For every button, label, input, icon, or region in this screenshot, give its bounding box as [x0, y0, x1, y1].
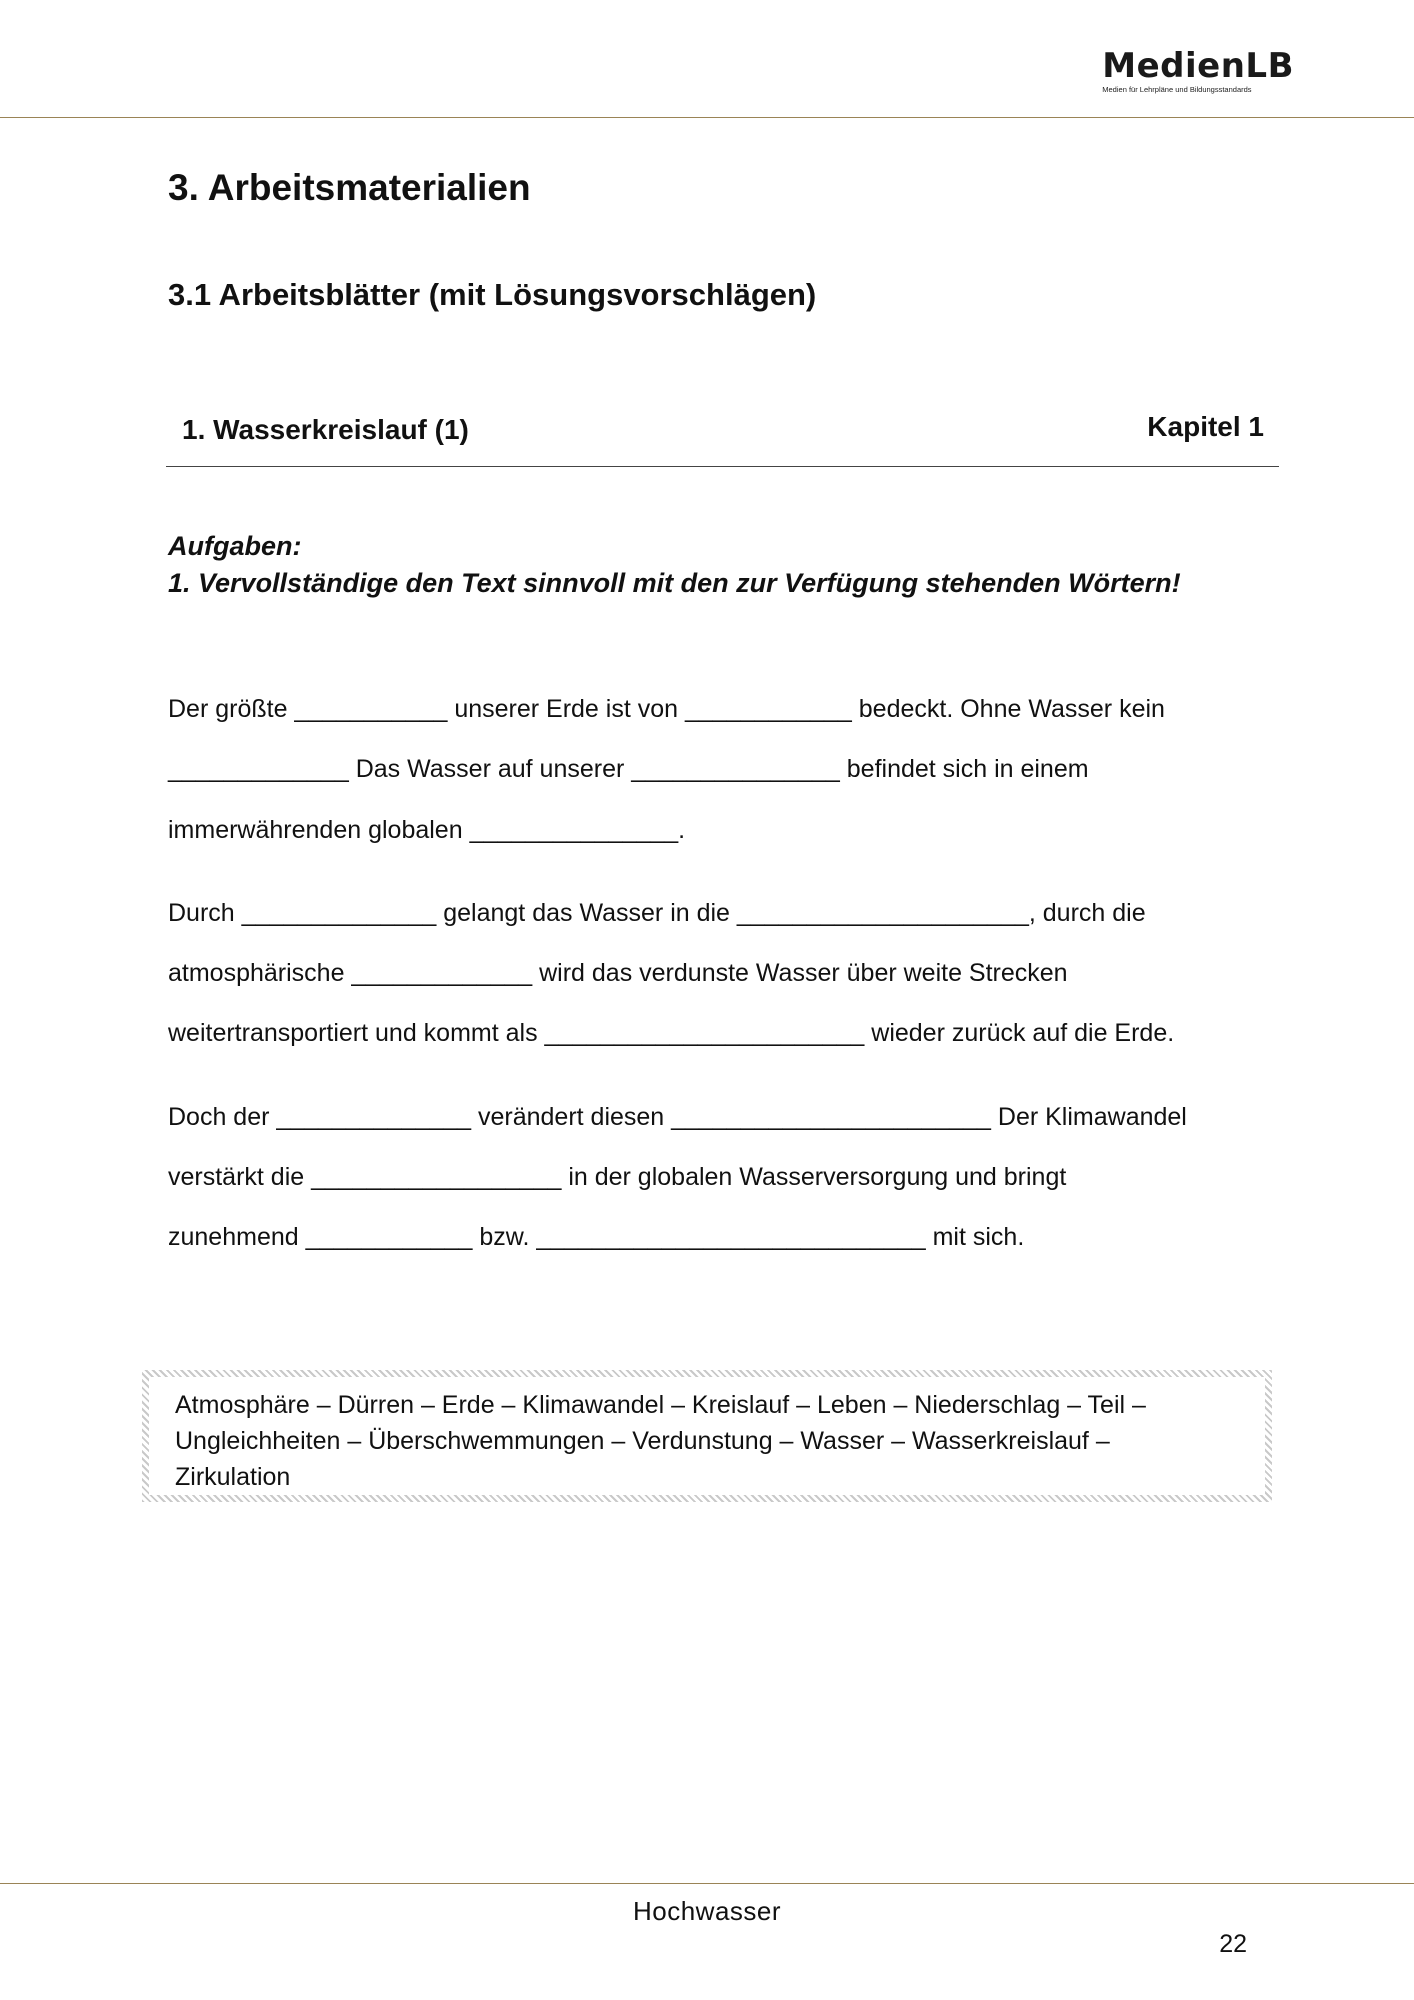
logo: [1102, 48, 1294, 94]
task-label: Aufgaben:: [168, 531, 302, 561]
cloze-line: Der größte ___________ unserer Erde ist von ____________ bedeckt. Ohne Wasser kein: [168, 695, 1165, 723]
chapter-label: Kapitel 1: [1147, 411, 1264, 442]
section-divider: [166, 466, 1279, 467]
word-bank-line: Zirkulation: [175, 1463, 291, 1491]
logo-subtitle: Medien für Lehrpläne und Bildungsstandards: [1102, 85, 1252, 94]
footer-title: Hochwasser: [632, 1896, 782, 1926]
cloze-line: _____________ Das Wasser auf unserer _______________ befindet sich in einem: [168, 755, 1089, 783]
cloze-line: atmosphärische _____________ wird das verdunste Wasser über weite Strecken: [168, 959, 1068, 987]
word-bank: [142, 1370, 1272, 1502]
header-divider: [0, 117, 1414, 118]
cloze-line: immerwährenden globalen _______________.: [168, 816, 686, 844]
cloze-line: zunehmend ____________ bzw. ____________________________ mit sich.: [168, 1223, 1025, 1251]
word-bank-line: Ungleichheiten – Überschwemmungen – Verdunstung – Wasser – Wasserkreislauf –: [175, 1427, 1110, 1455]
footer-divider: [0, 1883, 1414, 1884]
word-bank-line: Atmosphäre – Dürren – Erde – Klimawandel – Kreislauf – Leben – Niederschlag – Teil –: [175, 1391, 1146, 1419]
task-block: [168, 528, 1181, 602]
cloze-line: Durch ______________ gelangt das Wasser in die _____________________, durch die: [168, 899, 1146, 927]
cloze-line: Doch der ______________ verändert diesen _______________________ Der Klimawandel: [168, 1103, 1187, 1131]
logo-title: MedienLB: [1102, 46, 1294, 86]
section-title: 1. Wasserkreislauf (1): [182, 414, 469, 445]
page-title: 3. Arbeitsmaterialien: [168, 167, 531, 208]
cloze-line: verstärkt die __________________ in der globalen Wasserversorgung und bringt: [168, 1163, 1067, 1191]
task-instruction: 1. Vervollständige den Text sinnvoll mit den zur Verfügung stehenden Wörtern!: [168, 568, 1181, 598]
page-number: 22: [1219, 1930, 1247, 1958]
page-subtitle: 3.1 Arbeitsblätter (mit Lösungsvorschlägen): [168, 277, 817, 312]
cloze-line: weitertransportiert und kommt als _______________________ wieder zurück auf die Erde.: [168, 1019, 1175, 1047]
